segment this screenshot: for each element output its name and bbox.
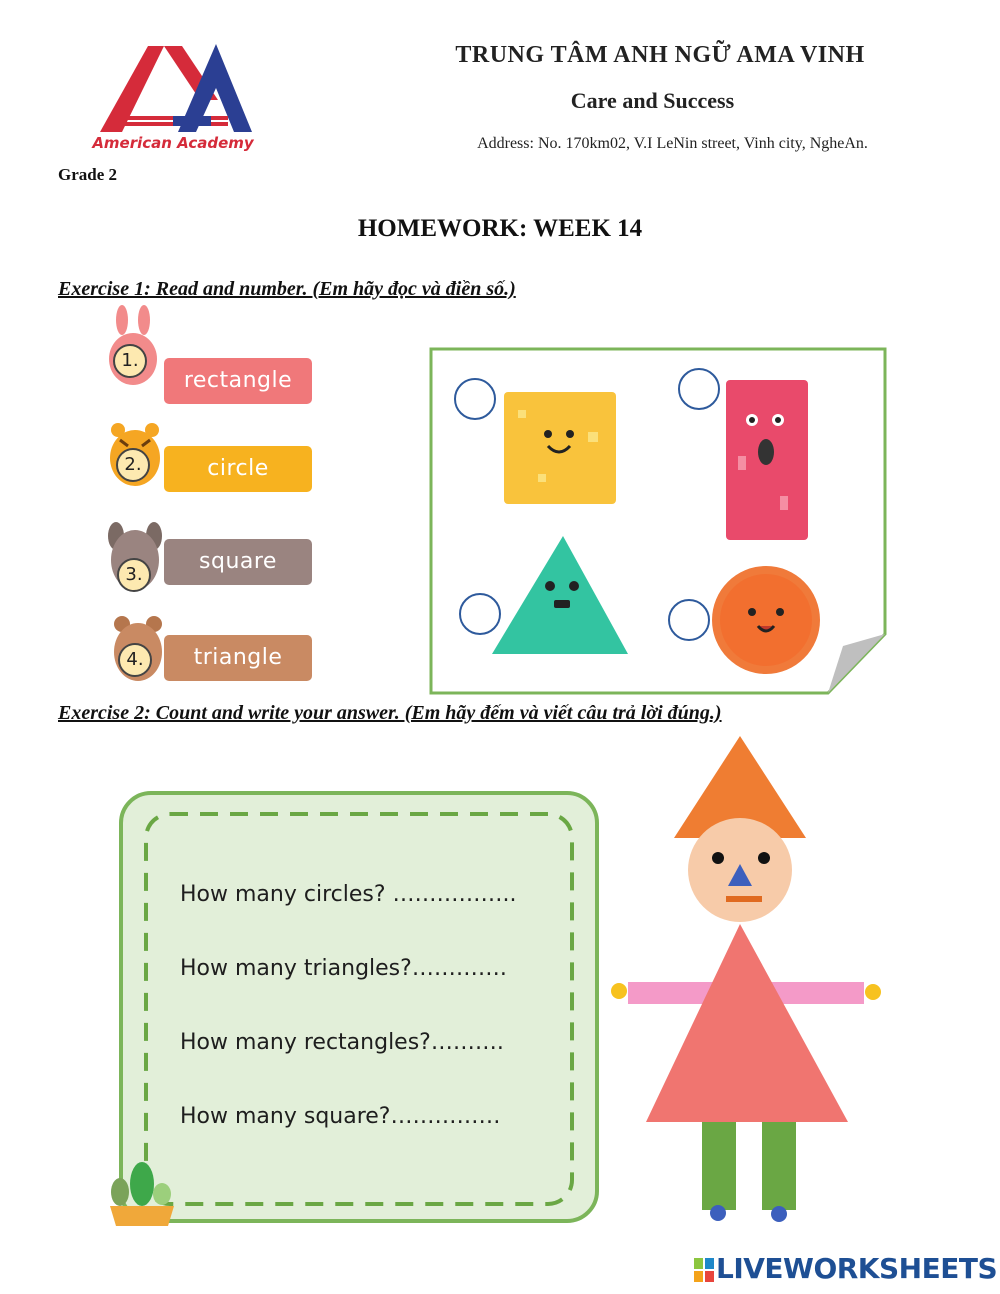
number-badge-3: 3. (117, 558, 151, 592)
address: Address: No. 170km02, V.I LeNin street, Vinh city, NgheAn. (477, 135, 868, 152)
number-badge-4: 4. (118, 643, 152, 677)
page-title: HOMEWORK: WEEK 14 (357, 215, 643, 242)
word-card-circle: circle (164, 446, 312, 492)
slogan: Care and Success (570, 88, 735, 113)
answer-circle-triangle[interactable] (457, 591, 503, 637)
liveworksheets-logo-icon (694, 1258, 714, 1282)
question-box (118, 790, 602, 1226)
question-triangles: How many triangles?…………. (180, 956, 507, 981)
word-card-rectangle: rectangle (164, 358, 312, 404)
answer-circle-circle[interactable] (666, 597, 712, 643)
number-badge-2: 2. (116, 448, 150, 482)
exercise-2-title: Exercise 2: Count and write your answer. (Em hãy đếm và viết câu trả lời đúng.) (58, 702, 722, 724)
word-card-square: square (164, 539, 312, 585)
word-card-triangle: triangle (164, 635, 312, 681)
answer-circle-rectangle[interactable] (676, 366, 722, 412)
liveworksheets-brand[interactable]: LIVEWORKSHEETS (716, 1252, 998, 1285)
question-squares: How many square?…………… (180, 1104, 501, 1129)
shape-person (606, 732, 886, 1224)
question-rectangles: How many rectangles?………. (180, 1030, 504, 1055)
grade-label: Grade 2 (58, 165, 118, 184)
logo-text: American Academy (92, 134, 254, 152)
number-badge-1: 1. (113, 344, 147, 378)
question-circles: How many circles? …………….. (180, 882, 517, 907)
center-name: TRUNG TÂM ANH NGỮ AMA VINH (455, 42, 865, 68)
american-academy-logo (88, 40, 263, 155)
cactus-icon (106, 1158, 178, 1228)
answer-circle-square[interactable] (452, 376, 498, 422)
exercise-1-title: Exercise 1: Read and number. (Em hãy đọc và điền số.) (58, 278, 516, 300)
